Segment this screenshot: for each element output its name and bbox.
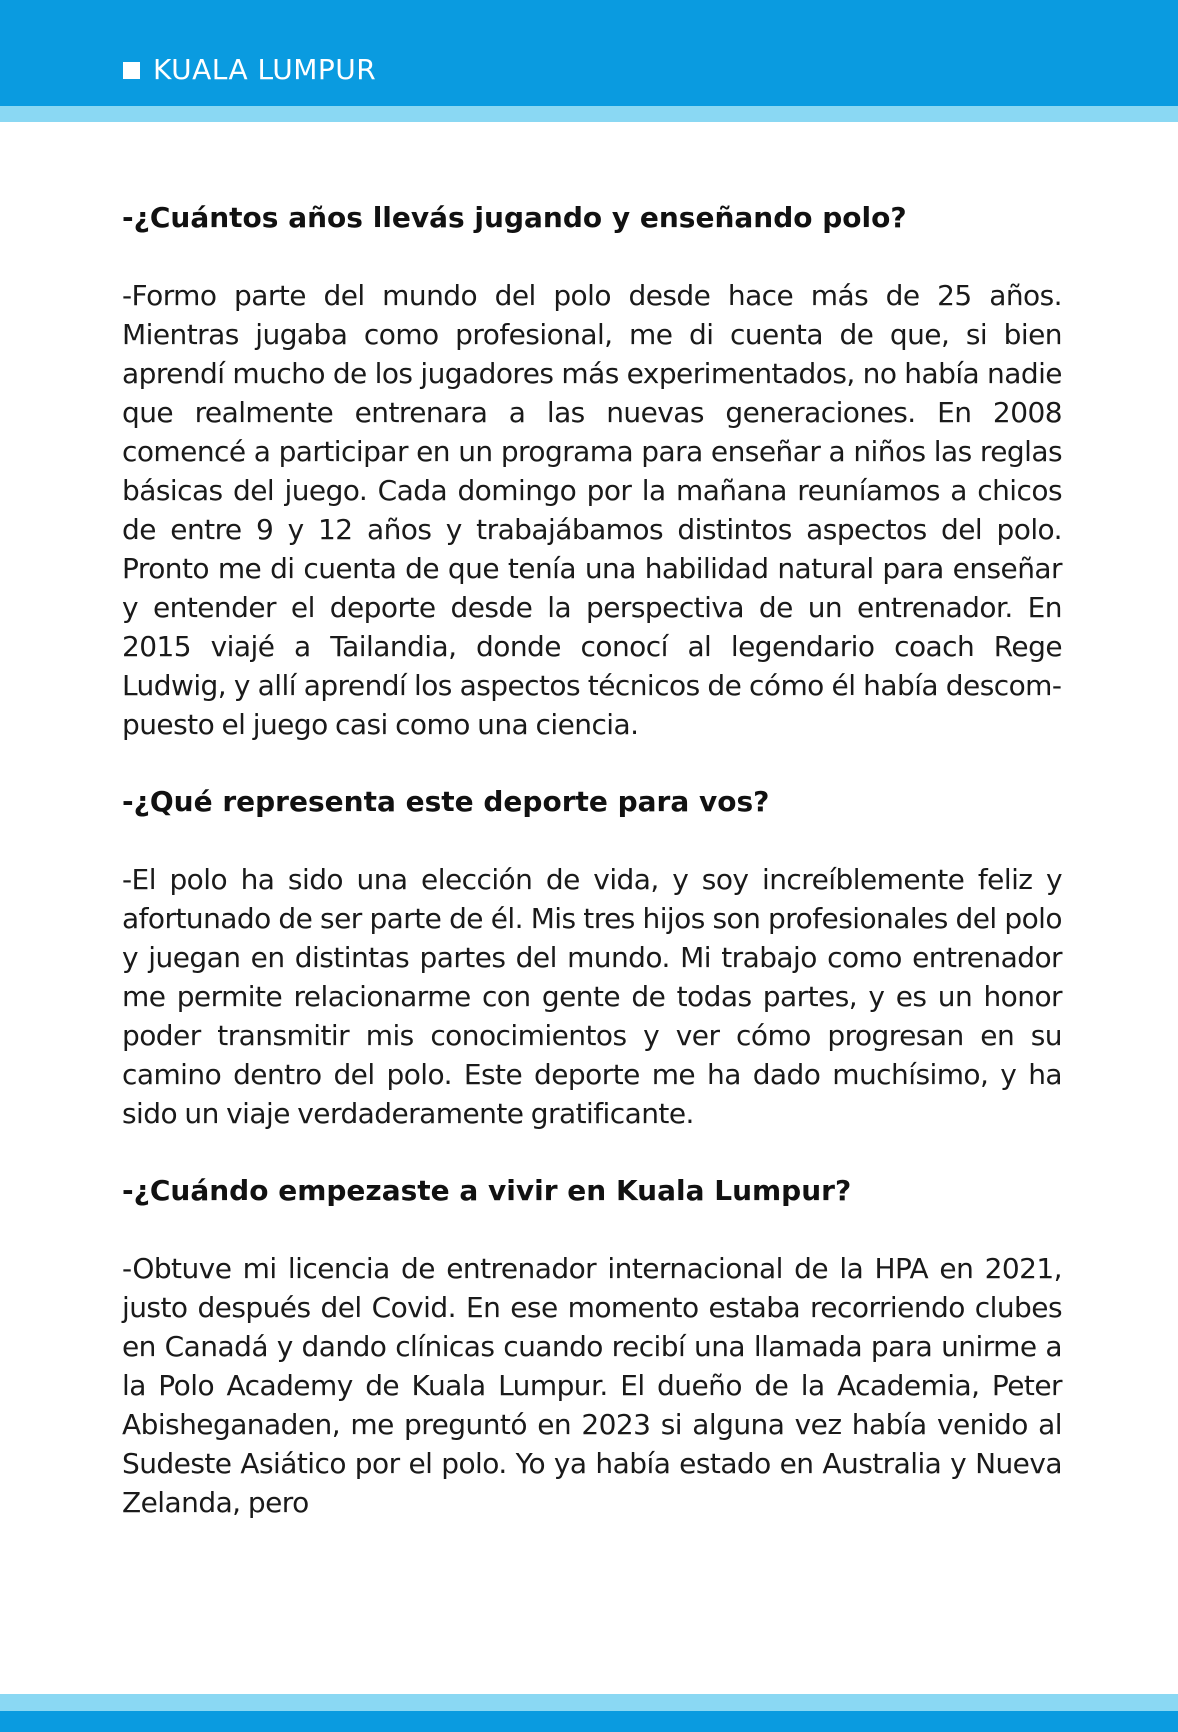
question-3: -¿Cuándo empezaste a vivir en Kuala Lumpur? [122, 1174, 852, 1207]
article-body [122, 198, 1062, 1522]
question-1: -¿Cuántos años llevás jugando y enseñando polo? [122, 201, 907, 234]
header-accent-stripe [0, 106, 1178, 122]
section-title: KUALA LUMPUR [153, 53, 377, 86]
answer-2: -El polo ha sido una elección de vida, y soy increíblemente feliz y afortunado de ser parte de él. Mis tres hijos son profesionales del polo y juegan en distintas partes del mundo. Mi trabajo como entrenador me permite relacionarme con gente de todas partes, y es un honor poder transmitir mis conocimientos y ver cómo progresan en su camino dentro del polo. Este deporte me ha dado muchísimo, y ha sido un viaje verdaderamente gratificante. [122, 863, 1062, 1130]
footer-accent-stripe [0, 1694, 1178, 1711]
answer-3: -Obtuve mi licencia de entrenador internacional de la HPA en 2021, justo después del Covid. En ese momento estaba recorriendo clubes en Canadá y dando clínicas cuando recibí una llamada para unirme a la Polo Academy de Kuala Lumpur. El dueño de la Academia, Peter Abisheganaden, me preguntó en 2023 si alguna vez había venido al Sudeste Asiático por el polo. Yo ya había estado en Australia y Nueva Zelanda, pero [122, 1252, 1062, 1519]
question-2: -¿Qué representa este deporte para vos? [122, 785, 770, 818]
header-square-icon [123, 62, 140, 79]
page-footer-bar [0, 1711, 1178, 1732]
answer-1: -Formo parte del mundo del polo desde hace más de 25 años. Mientras jugaba como profesional, me di cuenta de que, si bien aprendí mucho de los jugadores más experimentados, no había nadie que realmente entrenara a las nuevas generaciones. En 2008 comencé a participar en un programa para enseñar a niños las reglas básicas del juego. Cada domingo por la mañana reuníamos a chicos de entre 9 y 12 años y trabajábamos distintos aspectos del polo. Pronto me di cuenta de que tenía una habilidad natural para enseñar y entender el deporte desde la perspectiva de un entrenador. En 2015 viajé a Tailandia, donde conocí al legendario coach Rege Ludwig, y allí aprendí los aspectos técnicos de cómo él había descompuesto el juego casi como una ciencia. [122, 279, 1062, 741]
